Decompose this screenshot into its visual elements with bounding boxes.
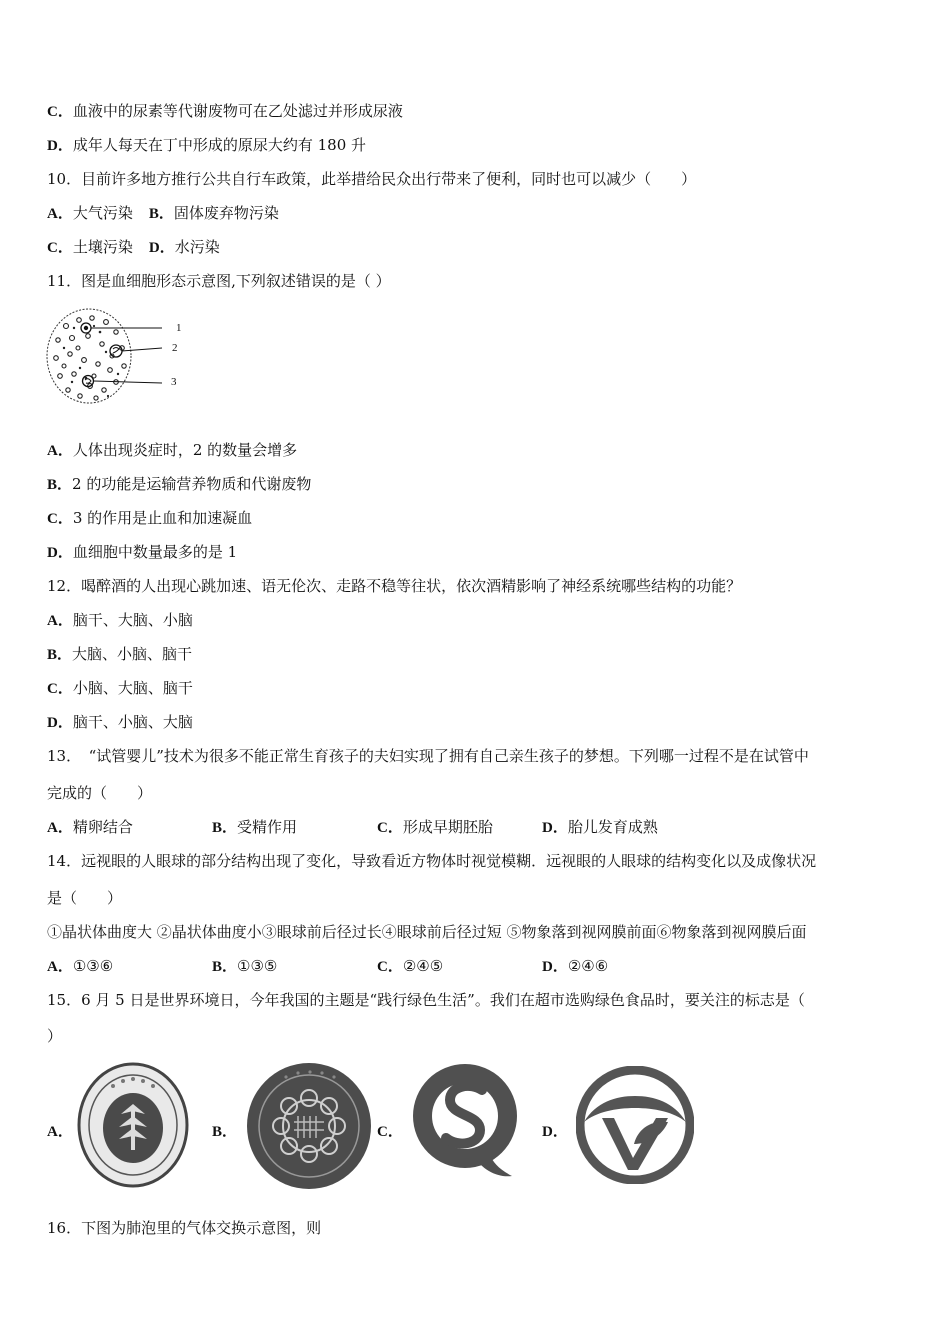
q14-option-a: A．①③⑥ (47, 957, 114, 975)
q10-option-c: 土壤污染 (72, 238, 133, 256)
q11-stem: 11．图是血细胞形态示意图,下列叙述错误的是（ ） (47, 272, 391, 290)
q10-options-row2: C．土壤污染 D．水污染 (47, 238, 220, 256)
q15-option-a-label: A． (47, 1124, 73, 1140)
q12-option-b: B．大脑、小脑、脑干 (47, 645, 193, 663)
q13-option-a: A．精卵结合 (47, 818, 133, 836)
q12-stem: 12．喝醉酒的人出现心跳加速、语无伦次、走路不稳等往状，依次酒精影响了神经系统哪些结构的功能？ (47, 577, 742, 595)
q9-option-c: C．血液中的尿素等代谢废物可在乙处滤过并形成尿液 (47, 102, 403, 120)
environmental-label-logo-icon (246, 1062, 372, 1194)
figure-label-2: 2 (172, 342, 178, 354)
q10-option-a: 大气污染 (72, 204, 133, 222)
q13-option-c: C．形成早期胚胎 (377, 818, 493, 836)
q11-option-d: D．血细胞中数量最多的是 1 (47, 543, 238, 561)
q11-option-c: C．3 的作用是止血和加速凝血 (47, 509, 253, 527)
q11-option-b: B．2 的功能是运输营养物质和代谢废物 (47, 475, 312, 493)
green-food-logo-icon (576, 1066, 694, 1188)
q16-stem: 16．下图为肺泡里的气体交换示意图，则 (47, 1219, 322, 1237)
q14-option-c: C．②④⑤ (377, 957, 444, 975)
q15-stem-cont: ） (47, 1027, 63, 1045)
q9-option-d: D．成年人每天在丁中形成的原尿大约有 180 升 (47, 136, 367, 154)
q14-stem: 14．远视眼的人眼球的部分结构出现了变化，导致看近方物体时视觉模糊．远视眼的人眼球的结构变化以及成像状况 (47, 852, 817, 870)
q12-option-c: C．小脑、大脑、脑干 (47, 679, 193, 697)
q11-option-a: A．人体出现炎症时，2 的数量会增多 (47, 441, 298, 459)
q14-items: ①晶状体曲度大 ②晶状体曲度小③眼球前后径过长④眼球前后径过短 ⑤物象落到视网膜前面⑥物象落到视网膜后面 (47, 923, 807, 941)
q13-stem-cont: 完成的（ ） (47, 784, 153, 802)
q14-stem-cont: 是（ ） (47, 889, 123, 907)
pollution-free-logo-icon (77, 1062, 189, 1192)
q10-option-d: 水污染 (174, 238, 220, 256)
q13-stem: 13． “试管婴儿”技术为很多不能正常生育孩子的夫妇实现了拥有自己亲生孩子的梦想。下列哪一过程不是在试管中 (47, 747, 809, 765)
q12-option-a: A．脑干、大脑、小脑 (47, 611, 193, 629)
figure-label-3: 3 (171, 376, 177, 388)
q15-option-c-label: C． (377, 1124, 403, 1140)
q13-option-d: D．胎儿发育成熟 (542, 818, 658, 836)
figure-label-1: 1 (176, 322, 182, 334)
quality-safety-logo-icon (412, 1058, 518, 1188)
blood-cell-diagram (44, 306, 194, 406)
q14-option-b: B．①③⑤ (212, 957, 278, 975)
q15-option-b-label: B． (212, 1124, 238, 1140)
q10-stem: 10．目前许多地方推行公共自行车政策，此举措给民众出行带来了便利，同时也可以减少（ ） (47, 170, 697, 188)
q14-option-d: D．②④⑥ (542, 957, 609, 975)
q10-options-row1: A．大气污染 B．固体废弃物污染 (47, 204, 279, 222)
q10-option-b: 固体废弃物污染 (173, 204, 279, 222)
q15-stem: 15．6 月 5 日是世界环境日，今年我国的主题是“践行绿色生活”。我们在超市选购绿色食品时，要关注的标志是（ (47, 991, 805, 1009)
q13-option-b: B．受精作用 (212, 818, 298, 836)
blood-cell-figure (44, 306, 194, 406)
q12-option-d: D．脑干、小脑、大脑 (47, 713, 193, 731)
q15-option-d-label: D． (542, 1124, 568, 1140)
